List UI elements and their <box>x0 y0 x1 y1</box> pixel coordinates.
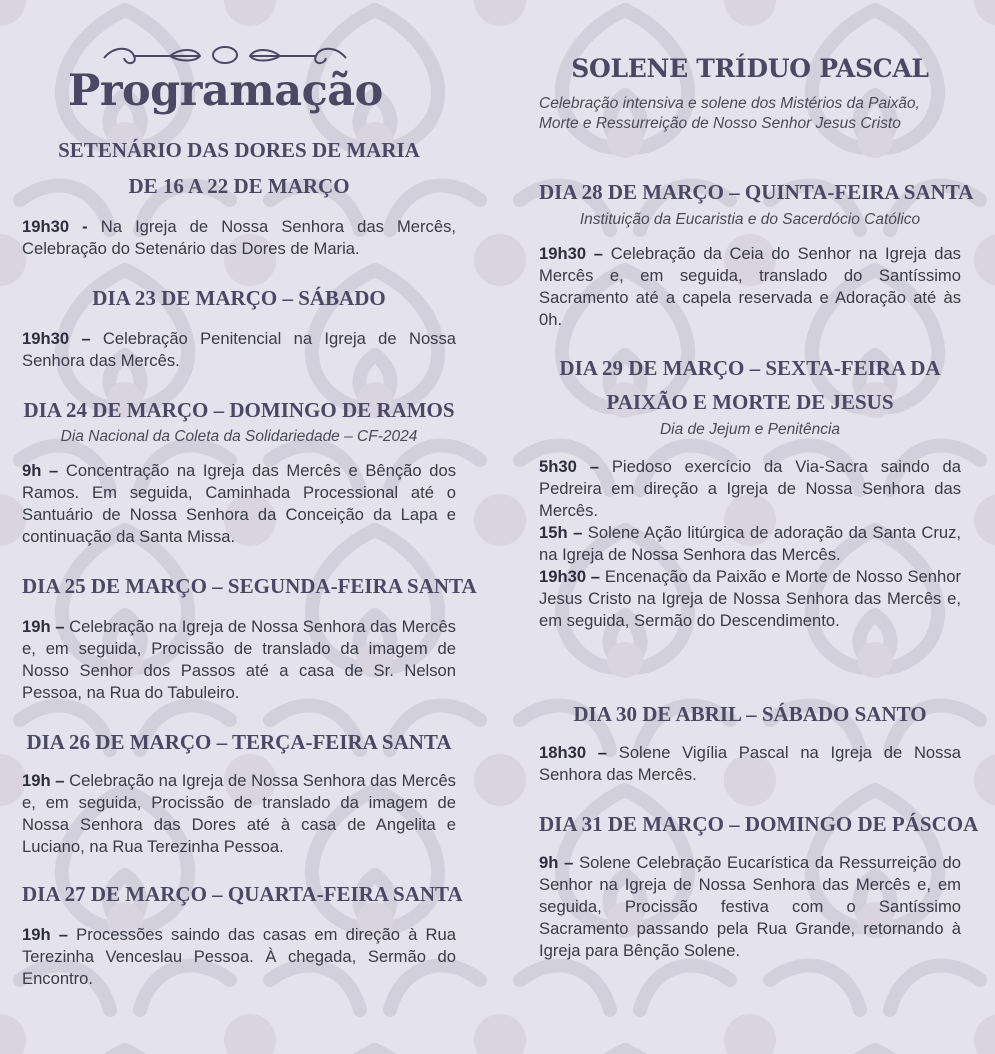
entry-text: Celebração da Ceia do Senhor na Igreja das Mercês e, em seguida, translado do Santíssimo Sacramento até a capela reservada e Adoração até às 0h. <box>539 244 961 329</box>
day-28-heading: DIA 28 DE MARÇO – QUINTA-FEIRA SANTA <box>539 180 974 204</box>
day-24-entry <box>22 460 456 548</box>
day-24-heading: DIA 24 DE MARÇO – DOMINGO DE RAMOS <box>23 398 455 422</box>
entry-time: 19h – <box>22 925 68 944</box>
entry-text: Celebração na Igreja de Nossa Senhora das Mercês e, em seguida, Procissão de translado da imagem de Nosso Senhor dos Passos até a casa de Sr. Nelson Pessoa, na Rua do Tabuleiro. <box>22 617 456 702</box>
day-28-subtitle: Instituição da Eucaristia e do Sacerdócio Católico <box>579 211 921 228</box>
entry-time: 9h – <box>22 461 59 480</box>
entry-time: 5h30 – <box>539 457 599 476</box>
day-26-heading: DIA 26 DE MARÇO – TERÇA-FEIRA SANTA <box>26 730 452 754</box>
day-29-subtitle: Dia de Jejum e Penitência <box>659 421 841 438</box>
entry-time: 9h – <box>539 853 574 872</box>
day-29-entry-3 <box>539 566 961 632</box>
entry-time: 19h30 - <box>22 217 88 236</box>
setenario-dates: DE 16 A 22 DE MARÇO <box>128 174 350 198</box>
day-26-entry <box>22 770 456 858</box>
day-31-entry <box>539 852 961 962</box>
entry-text: Celebração na Igreja de Nossa Senhora das Mercês e, em seguida, Procissão de translado da imagem de Nossa Senhora das Dores até à casa de Angelita e Luciano, na Rua Terezinha Pessoa. <box>22 771 456 856</box>
day-25-entry <box>22 616 456 704</box>
entry-text: Encenação da Paixão e Morte de Nosso Senhor Jesus Cristo na Igreja de Nossa Senhora das Mercês e, em seguida, Sermão do Descendimento. <box>539 567 961 630</box>
day-29-heading-line-2: PAIXÃO E MORTE DE JESUS <box>606 390 894 414</box>
day-25-heading: DIA 25 DE MARÇO – SEGUNDA-FEIRA SANTA <box>22 574 477 598</box>
entry-text: Na Igreja de Nossa Senhora das Mercês, Celebração do Setenário das Dores de Maria. <box>22 217 456 258</box>
entry-text: Solene Celebração Eucarística da Ressurreição do Senhor na Igreja de Nossa Senhora das Mercês e, em seguida, Procissão festiva com o Santíssimo Sacramento passando pela Rua Grande, retornando à Igreja para Bênção Solene. <box>539 853 961 960</box>
entry-time: 19h30 – <box>539 567 601 586</box>
day-29-entries <box>539 456 961 632</box>
day-28-entry <box>539 243 961 331</box>
entry-time: 18h30 – <box>539 743 608 762</box>
entry-time: 19h – <box>22 771 65 790</box>
setenario-entry <box>22 216 456 260</box>
triduo-subtitle: Celebração intensiva e solene dos Mistérios da Paixão, Morte e Ressurreição de Nosso Senhor Jesus Cristo <box>539 95 920 132</box>
right-column <box>539 0 979 1054</box>
day-29-entry-1 <box>539 456 961 522</box>
day-30-entry <box>539 742 961 786</box>
day-29-heading: DIA 29 DE MARÇO – SEXTA-FEIRA DA <box>559 356 941 380</box>
page-title: Programação <box>68 66 383 116</box>
day-23-entry <box>22 328 456 372</box>
entry-time: 19h – <box>22 617 65 636</box>
entry-text: Celebração Penitencial na Igreja de Nossa Senhora das Mercês. <box>22 329 456 370</box>
day-27-entry <box>22 924 456 990</box>
day-27-heading: DIA 27 DE MARÇO – QUARTA-FEIRA SANTA <box>22 882 463 906</box>
entry-text: Processões saindo das casas em direção à Rua Terezinha Venceslau Pessoa. À chegada, Sermão do Encontro. <box>22 925 456 988</box>
entry-text: Solene Ação litúrgica de adoração da Santa Cruz, na Igreja de Nossa Senhora das Mercês. <box>539 523 961 564</box>
day-31-heading: DIA 31 DE MARÇO – DOMINGO DE PÁSCOA <box>539 812 979 836</box>
setenario-heading: SETENÁRIO DAS DORES DE MARIA <box>58 138 420 162</box>
day-30-heading: DIA 30 DE ABRIL – SÁBADO SANTO <box>573 702 927 726</box>
day-24-subtitle: Dia Nacional da Coleta da Solidariedade – CF-2024 <box>60 428 418 445</box>
entry-time: 19h30 – <box>22 329 91 348</box>
entry-time: 19h30 – <box>539 244 604 263</box>
triduo-heading: SOLENE TRÍDUO PASCAL <box>571 54 929 83</box>
entry-text: Solene Vigília Pascal na Igreja de Nossa Senhora das Mercês. <box>539 743 961 784</box>
entry-text: Concentração na Igreja das Mercês e Bênção dos Ramos. Em seguida, Caminhada Processional até o Santuário de Nossa Senhora da Conceição da Lapa e continuação da Santa Missa. <box>22 461 456 546</box>
day-29-entry-2 <box>539 522 961 566</box>
left-column <box>22 0 477 1054</box>
entry-text: Piedoso exercício da Via-Sacra saindo da Pedreira em direção a Igreja de Nossa Senhora das Mercês. <box>539 457 961 520</box>
day-23-heading: DIA 23 DE MARÇO – SÁBADO <box>92 286 386 310</box>
entry-time: 15h – <box>539 523 583 542</box>
